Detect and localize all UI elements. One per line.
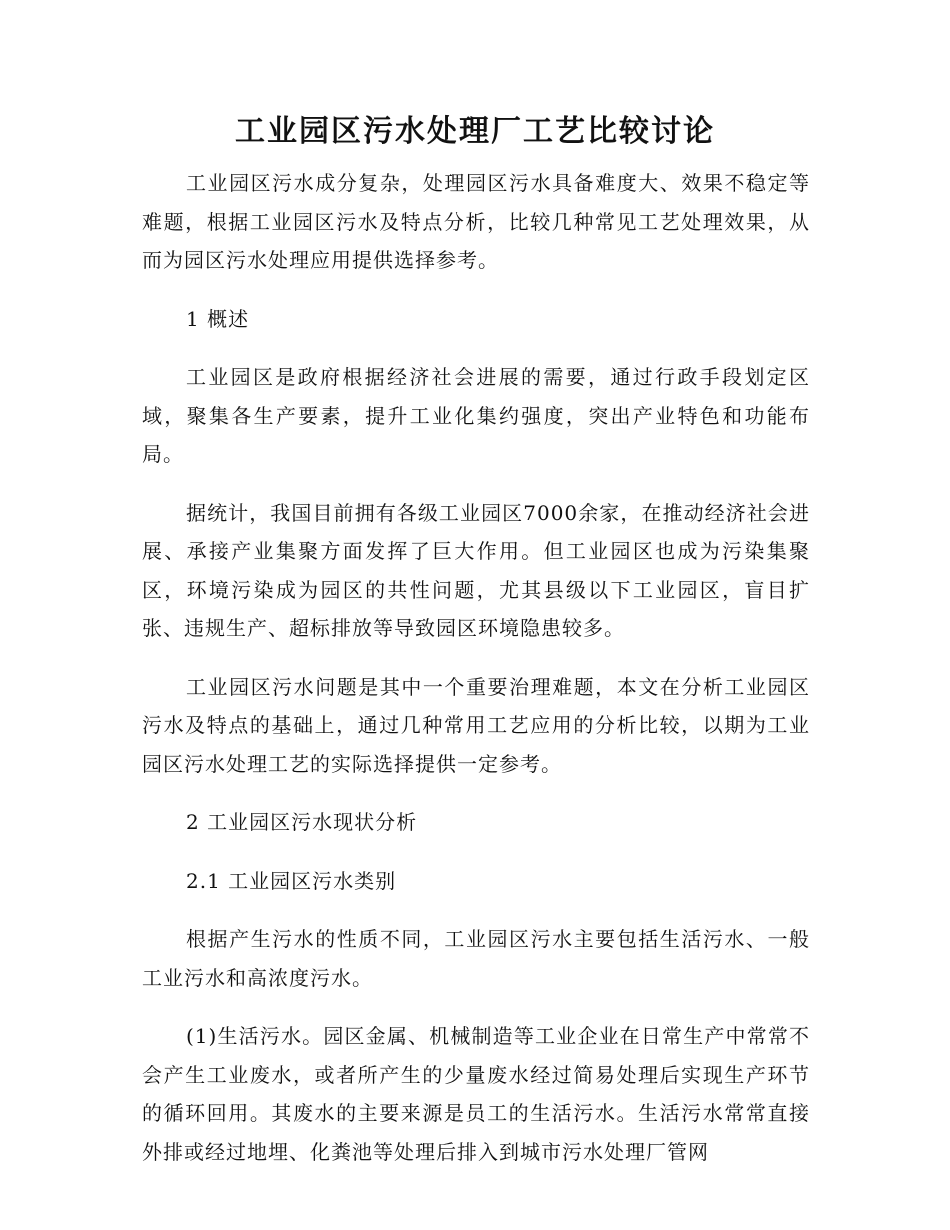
- subsection-heading-categories: 2.1 工业园区污水类别: [186, 868, 397, 893]
- paragraph-categories: 根据产生污水的性质不同，工业园区污水主要包括生活污水、一般工业污水和高浓度污水。: [142, 927, 810, 990]
- section-heading-status-analysis: 2 工业园区污水现状分析: [186, 810, 418, 834]
- document-body: [142, 164, 810, 1191]
- paragraph-park-definition: 工业园区是政府根据经济社会进展的需要，通过行政手段划定区域，聚集各生产要素，提升工业化集约强度，突出产业特色和功能布局。: [142, 365, 810, 466]
- section-heading-overview: 1 概述: [186, 306, 250, 331]
- paragraph-domestic-sewage: (1)生活污水。园区金属、机械制造等工业企业在日常生产中常常不会产生工业废水，或者所产生的少量废水经过简易处理后实现生产环节的循环回用。其废水的主要来源是员工的生活污水。生活污水常常直接外排或经过地埋、化粪池等处理后排入到城市污水处理厂管网: [142, 1024, 810, 1164]
- document-title: 工业园区污水处理厂工艺比较讨论: [235, 114, 715, 149]
- paragraph-purpose: 工业园区污水问题是其中一个重要治理难题，本文在分析工业园区污水及特点的基础上，通过几种常用工艺应用的分析比较，以期为工业园区污水处理工艺的实际选择提供一定参考。: [142, 674, 810, 776]
- intro-paragraph: 工业园区污水成分复杂，处理园区污水具备难度大、效果不稳定等难题，根据工业园区污水及特点分析，比较几种常见工艺处理效果，从而为园区污水处理应用提供选择参考。: [142, 171, 810, 272]
- paragraph-statistics: 据统计，我国目前拥有各级工业园区7000余家，在推动经济社会进展、承接产业集聚方面发挥了巨大作用。但工业园区也成为污染集聚区，环境污染成为园区的共性问题，尤其县级以下工业园区，盲目扩张、违规生产、超标排放等导致园区环境隐患较多。: [142, 500, 810, 640]
